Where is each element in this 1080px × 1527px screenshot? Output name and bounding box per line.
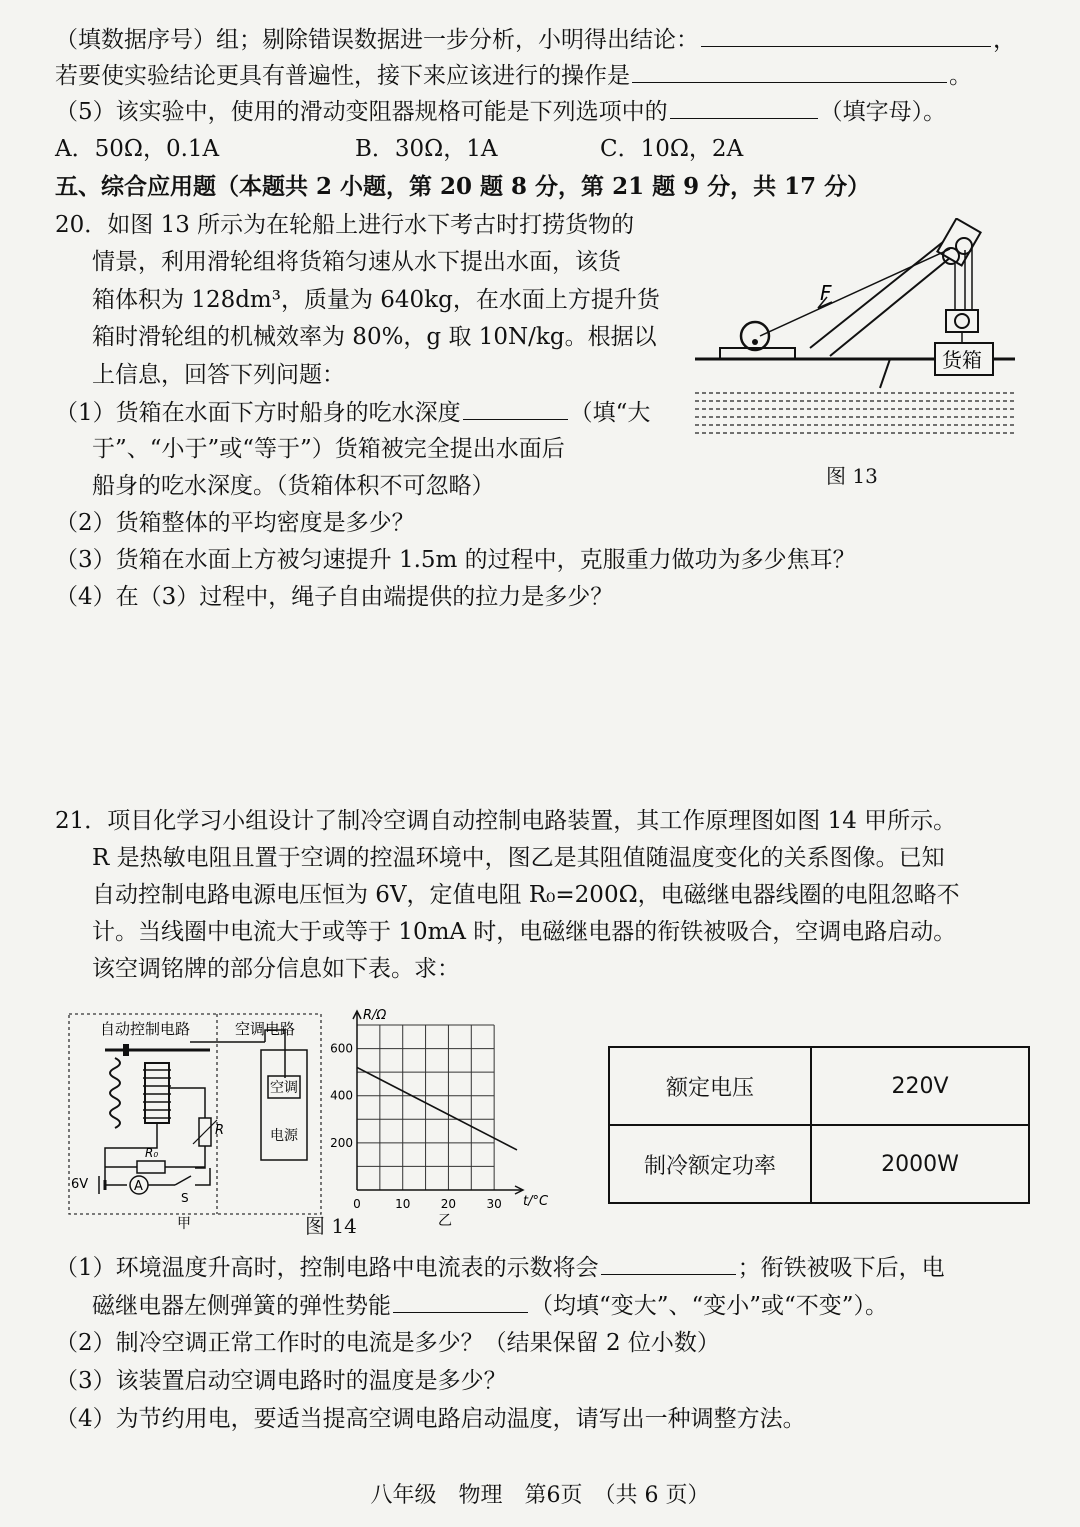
text-line: （5）该实验中，使用的滑动变阻器规格可能是下列选项中的 （填字母）。 xyxy=(55,96,1040,127)
q20-line: 上信息，回答下列问题： xyxy=(92,362,345,388)
figure-14a-circuit xyxy=(65,1008,325,1233)
subfigure-a-label: 甲 xyxy=(177,1216,191,1232)
table-cell-value: 2000W xyxy=(811,1125,1029,1203)
answer-blank[interactable] xyxy=(670,96,818,119)
x-tick-label: 20 xyxy=(440,1197,457,1211)
control-circuit-label: 自动控制电路 xyxy=(100,1020,191,1038)
q21-line: 21．项目化学习小组设计了制冷空调自动控制电路装置，其工作原理图如图 14 甲所示。 xyxy=(55,808,957,834)
q21-line: 计。当线圈中电流大于或等于 10mA 时，电磁继电器的衔铁被吸合，空调电路启动。 xyxy=(92,919,957,945)
table-row xyxy=(609,1125,1029,1203)
y-tick-label: 400 xyxy=(330,1088,353,1103)
q20-line: （1）货箱在水面下方时船身的吃水深度 （填“大 xyxy=(55,397,1040,428)
answer-blank[interactable] xyxy=(393,1290,528,1313)
option-b: B．30Ω，1A xyxy=(355,136,498,162)
ac-unit-label: 空调 xyxy=(270,1080,298,1096)
x-tick-label: 0 xyxy=(353,1197,361,1211)
answer-blank[interactable] xyxy=(601,1252,736,1275)
answer-blank[interactable] xyxy=(632,60,947,83)
figure-14-caption: 图 14 xyxy=(305,1214,357,1238)
y-tick-label: 200 xyxy=(330,1135,353,1150)
text-line: 若要使实验结论更具有普遍性，接下来应该进行的操作是 。 xyxy=(55,60,1040,91)
power-source-label: 电源 xyxy=(270,1128,298,1144)
force-label: F xyxy=(820,281,832,305)
x-tick-label: 30 xyxy=(486,1197,502,1211)
q21-line: 自动控制电路电源电压恒为 6V，定值电阻 R₀=200Ω，电磁继电器线圈的电阻忽略不 xyxy=(92,882,960,908)
chart-ticks xyxy=(330,1042,502,1211)
answer-blank[interactable] xyxy=(463,397,568,420)
option-c: C．10Ω，2A xyxy=(600,136,744,162)
chart-grid xyxy=(357,1025,494,1190)
cargo-box-label: 货箱 xyxy=(942,348,982,372)
table-row xyxy=(609,1047,1029,1125)
q21-line: 该空调铭牌的部分信息如下表。求： xyxy=(92,956,460,982)
table-cell-label: 额定电压 xyxy=(609,1047,811,1125)
q20-subq: （3）货箱在水面上方被匀速提升 1.5m 的过程中，克服重力做功为多少焦耳？ xyxy=(55,547,856,573)
x-axis-label: t/°C xyxy=(523,1194,549,1209)
q21-subq: （4）为节约用电，要适当提高空调电路启动温度，请写出一种调整方法。 xyxy=(55,1406,806,1432)
text: （5）该实验中，使用的滑动变阻器规格可能是下列选项中的 xyxy=(55,99,668,125)
q21-subq: （1）环境温度升高时，控制电路中电流表的示数将会 ；衔铁被吸下后，电 xyxy=(55,1252,1040,1283)
option-a: A．50Ω，0.1A xyxy=(55,136,220,162)
ac-circuit-label: 空调电路 xyxy=(235,1020,296,1038)
q20-subq: （4）在（3）过程中，绳子自由端提供的拉力是多少？ xyxy=(55,584,614,610)
r0-label: R₀ xyxy=(145,1146,159,1160)
text: 若要使实验结论更具有普遍性，接下来应该进行的操作是 xyxy=(55,63,630,89)
section-heading: 五、综合应用题（本题共 2 小题，第 20 题 8 分，第 21 题 9 分，共 17 分） xyxy=(55,173,871,200)
figure-14b-chart xyxy=(325,1005,565,1235)
text-line: （填数据序号）组；剔除错误数据进一步分析，小明得出结论： ， xyxy=(55,24,1040,55)
ac-spec-table xyxy=(608,1046,1030,1204)
q20-line: 于”、“小于”或“等于”）货箱被完全提出水面后 xyxy=(92,436,565,462)
series-line xyxy=(357,1067,517,1150)
thermistor-label: R xyxy=(215,1123,225,1138)
figure-13-ship-pulley xyxy=(690,218,1030,458)
q21-line: R 是热敏电阻且置于空调的控温环境中，图乙是其阻值随温度变化的关系图像。已知 xyxy=(92,845,945,871)
q20-subq: （2）货箱整体的平均密度是多少？ xyxy=(55,510,415,536)
q20-line: 情景，利用滑轮组将货箱匀速从水下提出水面，该货 xyxy=(92,249,621,275)
y-tick-label: 600 xyxy=(330,1041,353,1056)
x-tick-label: 10 xyxy=(395,1197,411,1211)
figure-13-caption: 图 13 xyxy=(826,464,878,488)
q20-line: 箱体积为 128dm³，质量为 640kg，在水面上方提升货 xyxy=(92,287,660,313)
table-cell-value: 220V xyxy=(811,1047,1029,1125)
q20-line: 箱时滑轮组的机械效率为 80%，g 取 10N/kg。根据以 xyxy=(92,324,657,350)
ammeter-label: A xyxy=(134,1179,143,1194)
chart-series xyxy=(357,1067,517,1150)
subfigure-b-label: 乙 xyxy=(438,1213,452,1229)
page-footer: 八年级 物理 第6页 （共 6 页） xyxy=(370,1483,710,1508)
q20-line: 20．如图 13 所示为在轮船上进行水下考古时打捞货物的 xyxy=(55,212,635,238)
q20-line: 船身的吃水深度。（货箱体积不可忽略） xyxy=(92,473,495,499)
text: （填数据序号）组；剔除错误数据进一步分析，小明得出结论： xyxy=(55,27,699,53)
q21-subq: （2）制冷空调正常工作时的电流是多少？（结果保留 2 位小数） xyxy=(55,1330,720,1356)
answer-blank[interactable] xyxy=(701,24,991,47)
switch-label: S xyxy=(181,1191,189,1205)
voltage-label: 6V xyxy=(71,1177,89,1192)
table-cell-label: 制冷额定功率 xyxy=(609,1125,811,1203)
q21-subq: （3）该装置启动空调电路时的温度是多少？ xyxy=(55,1368,507,1394)
y-axis-label: R/Ω xyxy=(363,1008,387,1023)
q21-subq: 磁继电器左侧弹簧的弹性势能 （均填“变大”、“变小”或“不变”）。 xyxy=(92,1290,1040,1321)
